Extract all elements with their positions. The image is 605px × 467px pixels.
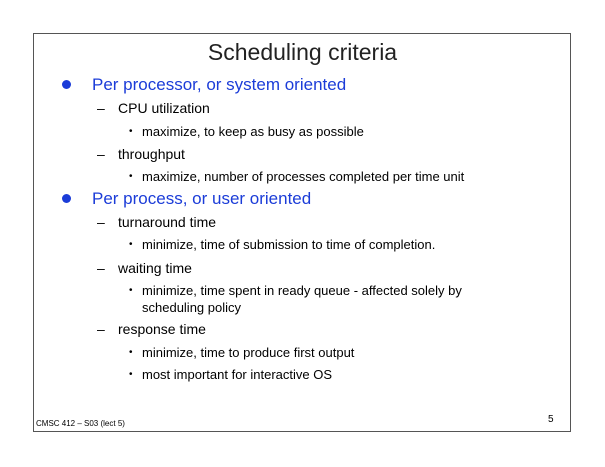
detail-text: most important for interactive OS <box>142 367 333 382</box>
detail-text: minimize, time to produce first output <box>142 345 355 360</box>
detail-text: minimize, time of submission to time of completion. <box>142 237 436 252</box>
detail-item <box>129 344 355 361</box>
bullet-dot-icon <box>62 80 71 89</box>
sub-item <box>97 99 210 117</box>
bullet-text: Per process, or user oriented <box>92 189 312 208</box>
detail-item <box>129 168 465 185</box>
detail-text: scheduling policy <box>142 300 242 315</box>
sub-item <box>97 145 185 163</box>
bullet-dot-icon <box>62 194 71 203</box>
footer-course: CMSC 412 – S03 (lect 5) <box>36 419 125 428</box>
detail-text: maximize, number of processes completed per time unit <box>142 169 465 184</box>
sub-item <box>97 213 217 231</box>
small-bullet-icon: • <box>129 126 133 137</box>
detail-item <box>129 282 462 299</box>
dash-icon: – <box>97 100 105 116</box>
bullet-item <box>92 189 311 209</box>
bullet-text: Per processor, or system oriented <box>92 75 347 94</box>
sub-item-text: waiting time <box>118 260 192 276</box>
small-bullet-icon: • <box>129 347 133 358</box>
small-bullet-icon: • <box>129 171 133 182</box>
bullet-item <box>92 75 346 95</box>
dash-icon: – <box>97 260 105 276</box>
detail-text: minimize, time spent in ready queue - affected solely by <box>142 283 462 298</box>
dash-icon: – <box>97 214 105 230</box>
sub-item <box>97 259 192 277</box>
small-bullet-icon: • <box>129 369 133 380</box>
detail-item <box>129 366 333 383</box>
sub-item-text: response time <box>118 321 206 337</box>
slide-title: Scheduling criteria <box>207 39 398 65</box>
page-number: 5 <box>548 414 554 425</box>
detail-text: maximize, to keep as busy as possible <box>142 124 364 139</box>
sub-item-text: throughput <box>118 146 185 162</box>
small-bullet-icon: • <box>129 285 133 296</box>
dash-icon: – <box>97 321 105 337</box>
dash-icon: – <box>97 146 105 162</box>
small-bullet-icon: • <box>129 239 133 250</box>
sub-item <box>97 320 206 338</box>
detail-item <box>129 236 436 253</box>
sub-item-text: CPU utilization <box>118 100 210 116</box>
detail-item <box>129 123 364 140</box>
sub-item-text: turnaround time <box>118 214 217 230</box>
detail-continuation <box>142 299 241 316</box>
